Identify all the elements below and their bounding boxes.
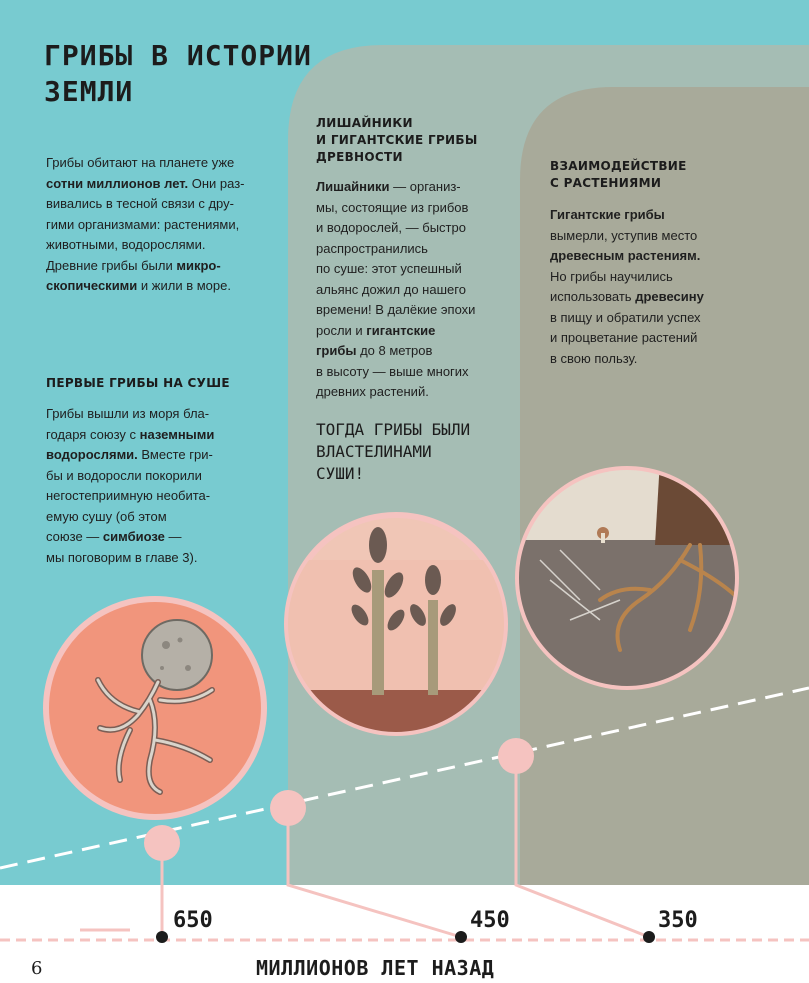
text-segment: Но грибы научились <box>550 268 673 284</box>
text-segment: древних растений. <box>316 384 429 399</box>
text-line <box>46 174 276 195</box>
text-line <box>550 349 750 370</box>
text-segment: негостеприимную необита- <box>46 488 211 503</box>
text-line <box>316 239 516 260</box>
text-segment: мы, состоящие из грибов <box>316 199 469 215</box>
text-segment: вивались в тесной связи с дру- <box>46 196 234 211</box>
text-line <box>550 267 750 288</box>
page-title <box>44 38 312 110</box>
bold-text: Лишайники <box>316 179 390 194</box>
text-segment: по суше: этот успешный <box>316 261 462 276</box>
timeline-dot-650 <box>156 931 168 943</box>
text-line <box>46 235 276 256</box>
text-line <box>46 425 266 446</box>
intro-text <box>46 153 276 297</box>
heading-line: ЛИШАЙНИКИ <box>316 116 413 130</box>
text-line <box>46 215 276 236</box>
bold-text: водорослями. <box>46 447 138 462</box>
text-segment: мы поговорим в главе 3). <box>46 549 198 565</box>
heading-line: ВЗАИМОДЕЙСТВИЕ <box>550 159 687 173</box>
text-line <box>550 205 750 226</box>
text-line <box>550 246 750 267</box>
text-segment: в свою пользу. <box>550 350 638 366</box>
text-segment: гими организмами: растениями, <box>46 216 240 232</box>
text-segment: распространились <box>316 240 428 256</box>
bold-text: наземными <box>139 426 215 442</box>
timeline-label-650: 650 <box>173 908 213 933</box>
text-segment: животными, водорослями. <box>46 237 206 252</box>
text-segment: в пищу и обратили успех <box>550 309 701 325</box>
text-segment: альянс дожил до нашего <box>316 281 466 297</box>
heading-line: С РАСТЕНИЯМИ <box>550 176 662 190</box>
lichens-slogan <box>316 419 470 485</box>
text-segment: времени! В далёкие эпохи <box>316 302 476 317</box>
text-segment: — организ- <box>389 179 461 194</box>
lichens-text <box>316 177 516 403</box>
text-segment: и водорослей, — быстро <box>316 220 466 235</box>
slogan-line: СУШИ! <box>316 464 365 483</box>
bold-text: сотни миллионов лет. <box>46 175 189 191</box>
text-segment: Вместе гри- <box>137 447 213 462</box>
text-line <box>46 445 266 466</box>
text-segment: и жили в море. <box>137 278 231 293</box>
text-segment: — <box>164 529 182 544</box>
text-line <box>316 300 516 321</box>
node-650 <box>144 825 180 861</box>
page-number: 6 <box>31 958 43 979</box>
plants-heading <box>550 158 687 192</box>
bold-text: древесину <box>635 289 704 304</box>
heading-line: ДРЕВНОСТИ <box>316 150 403 164</box>
text-line <box>316 177 516 198</box>
lichens-heading <box>316 115 478 166</box>
text-segment: вымерли, уступив место <box>550 227 698 243</box>
text-line <box>46 256 276 277</box>
text-segment: бы и водоросли покорили <box>46 467 202 483</box>
bold-text: гигантские <box>366 322 436 338</box>
text-line <box>550 328 750 349</box>
text-line <box>316 259 516 280</box>
text-line <box>46 486 266 507</box>
text-segment: Грибы вышли из моря бла- <box>46 406 210 421</box>
text-line <box>46 153 276 174</box>
bold-text: древесным растениям. <box>550 248 701 263</box>
timeline-dot-350 <box>643 931 655 943</box>
timeline-label-350: 350 <box>658 908 698 933</box>
bold-text: грибы <box>316 343 357 358</box>
text-segment: емую сушу (об этом <box>46 508 167 524</box>
text-line <box>550 308 750 329</box>
text-line <box>46 276 276 297</box>
text-segment: до 8 метров <box>356 343 433 358</box>
text-segment: использовать <box>550 289 636 304</box>
text-line <box>46 404 266 425</box>
text-line <box>550 226 750 247</box>
bold-text: микро- <box>176 257 221 273</box>
text-line <box>46 527 266 548</box>
node-350 <box>498 738 534 774</box>
text-line <box>316 362 516 383</box>
text-line <box>46 194 276 215</box>
plants-text <box>550 205 750 369</box>
text-segment: Грибы обитают на планете уже <box>46 155 235 170</box>
text-line <box>316 218 516 239</box>
text-line <box>550 287 750 308</box>
timeline-label-450: 450 <box>470 908 510 933</box>
early-fungi-illustration <box>43 596 267 820</box>
bold-text: симбиозе <box>102 529 165 544</box>
text-line <box>316 382 516 403</box>
bold-text: Гигантские грибы <box>550 207 665 222</box>
title-line: ГРИБЫ В ИСТОРИИ <box>44 39 312 72</box>
bold-text: скопическими <box>46 278 138 293</box>
text-segment: росли и <box>316 322 367 338</box>
text-line <box>316 341 516 362</box>
text-line <box>316 280 516 301</box>
text-segment: в высоту — выше многих <box>316 363 469 379</box>
text-line <box>46 548 266 569</box>
text-line <box>46 466 266 487</box>
text-segment: и процветание растений <box>550 330 698 345</box>
text-segment: Они раз- <box>188 175 245 191</box>
text-line <box>316 198 516 219</box>
timeline-dot-450 <box>455 931 467 943</box>
text-line <box>316 321 516 342</box>
heading-line: И ГИГАНТСКИЕ ГРИБЫ <box>316 133 478 147</box>
first-fungi-text <box>46 404 266 568</box>
slogan-line: ТОГДА ГРИБЫ БЫЛИ <box>316 420 471 439</box>
node-450 <box>270 790 306 826</box>
text-segment: Древние грибы были <box>46 257 177 273</box>
timeline-caption: МИЛЛИОНОВ ЛЕТ НАЗАД <box>256 956 495 980</box>
slogan-line: ВЛАСТЕЛИНАМИ <box>316 442 432 461</box>
text-segment: годаря союзу с <box>46 426 140 442</box>
text-segment: союзе — <box>46 529 103 544</box>
title-line: ЗЕМЛИ <box>44 75 134 108</box>
text-line <box>46 507 266 528</box>
first-fungi-heading: ПЕРВЫЕ ГРИБЫ НА СУШЕ <box>46 376 230 390</box>
